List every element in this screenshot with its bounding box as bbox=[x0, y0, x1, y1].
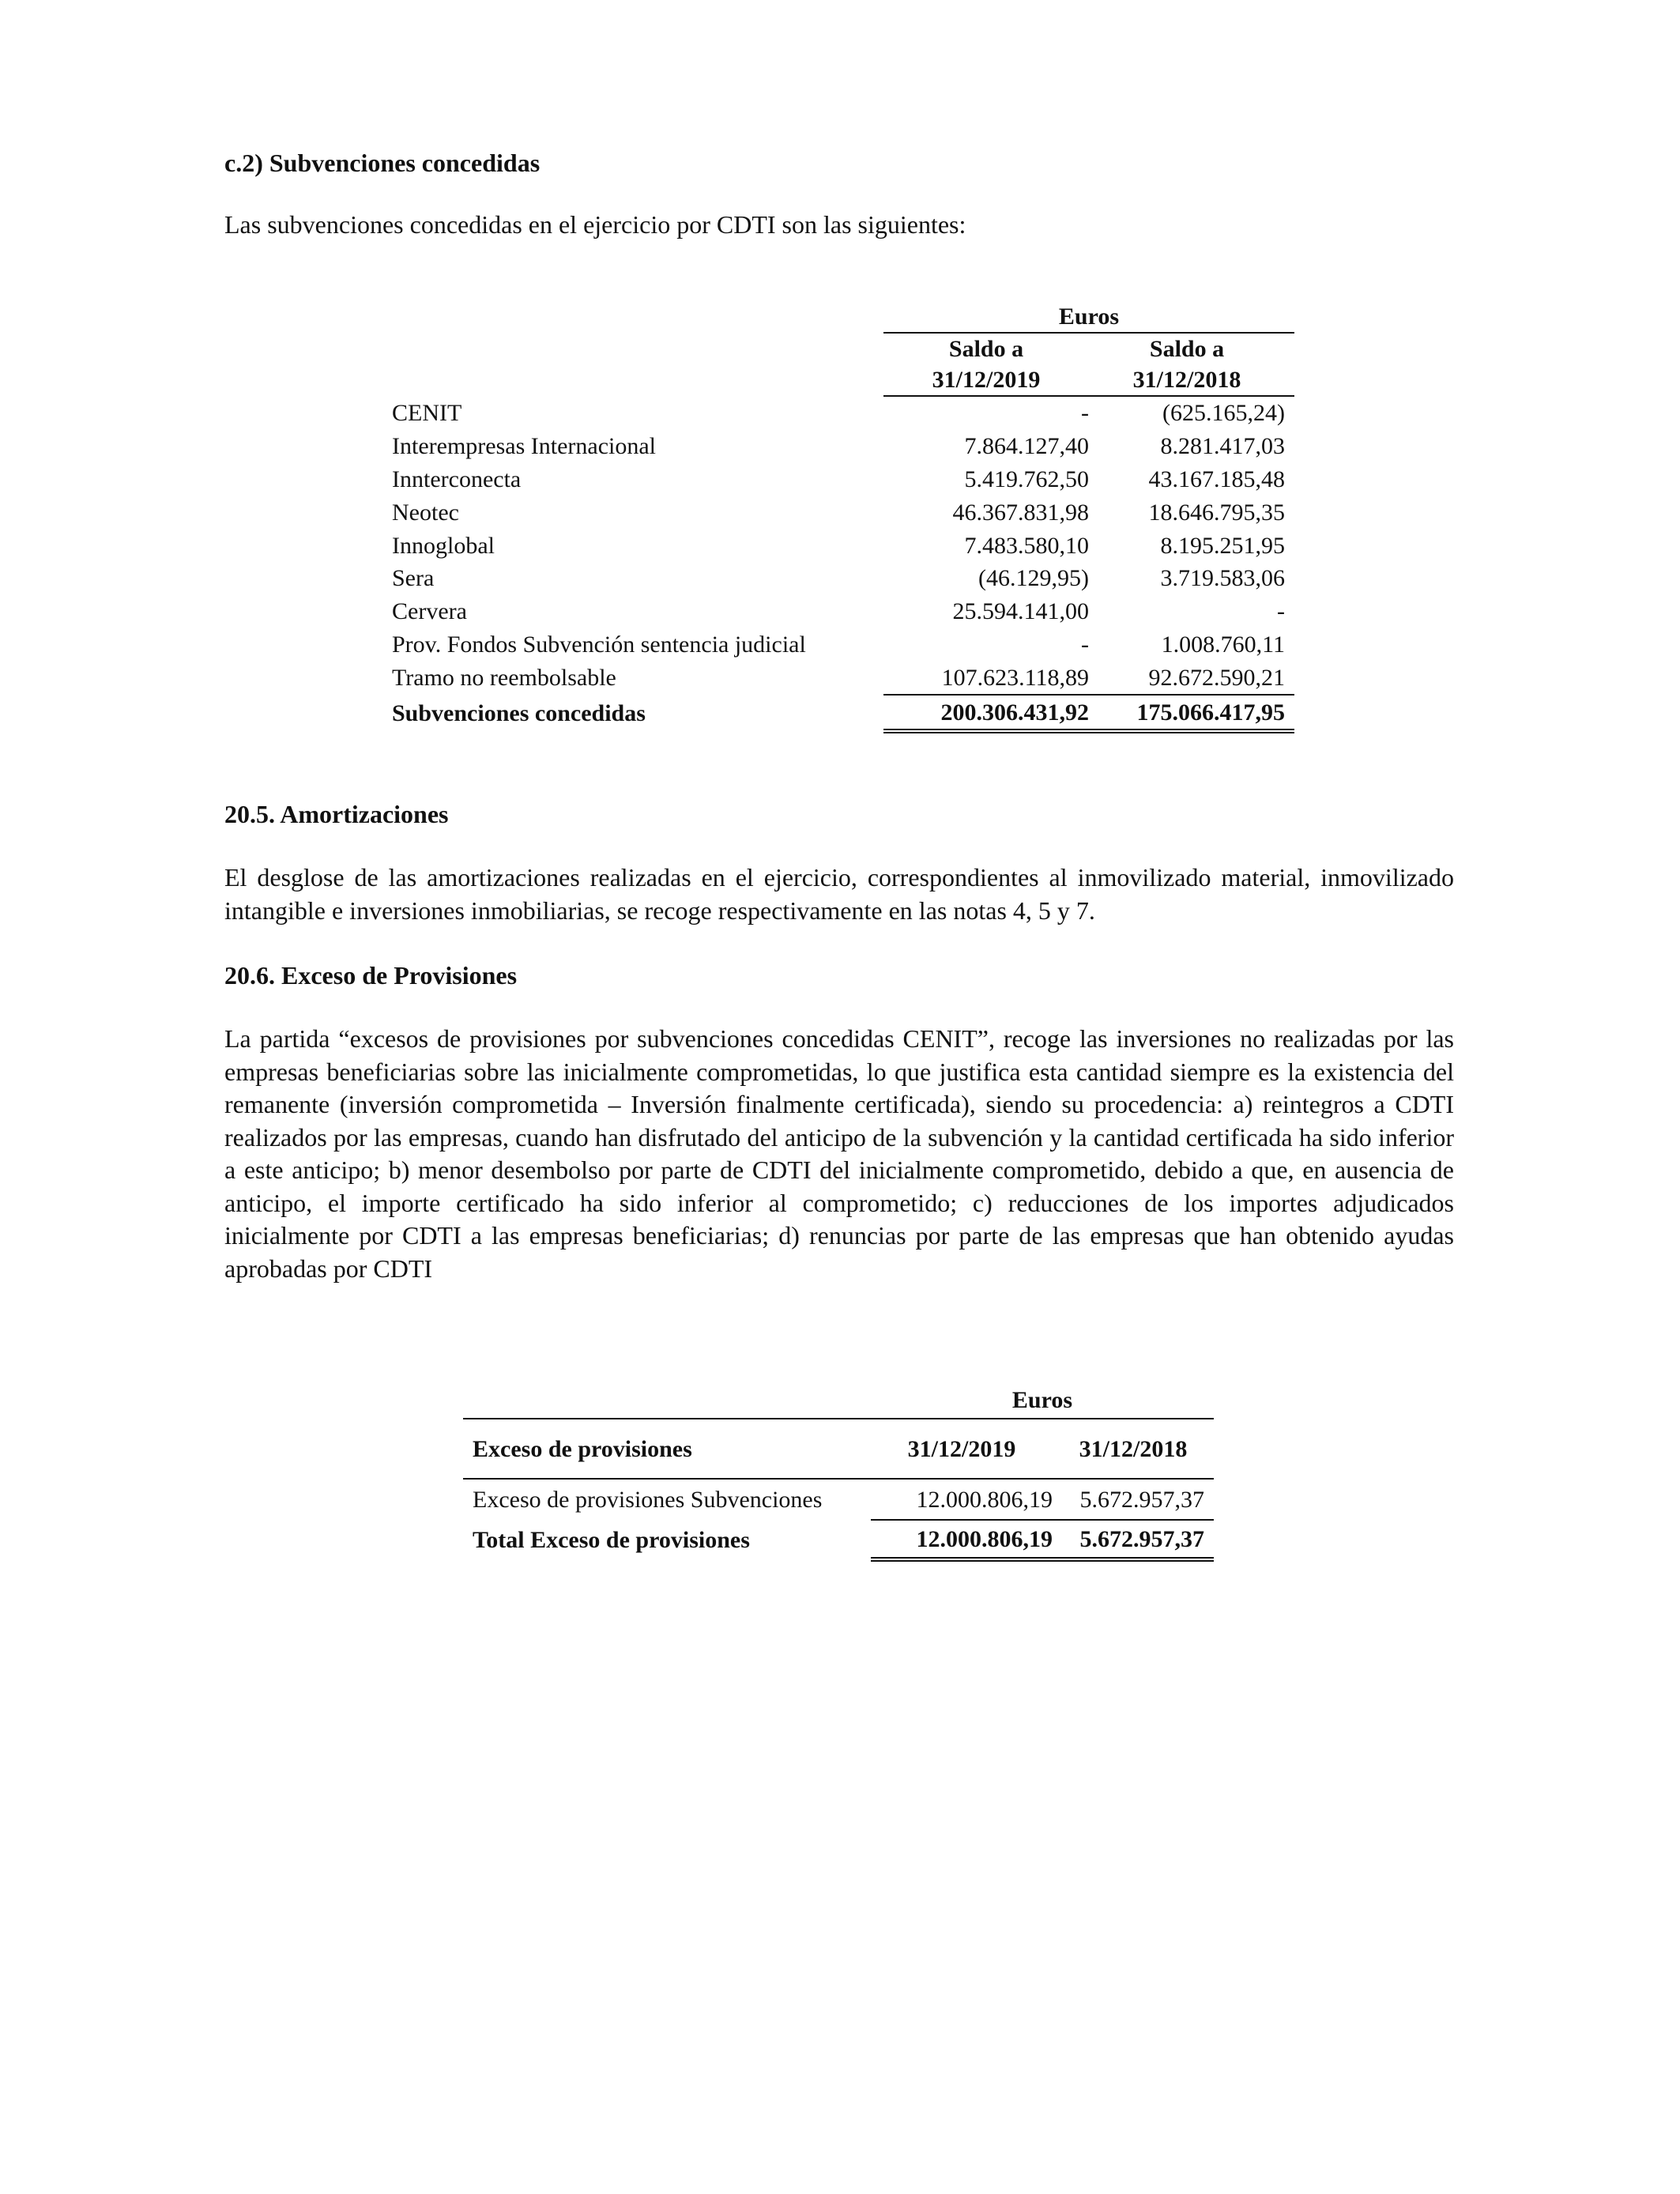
row-value-2018: 8.281.417,03 bbox=[1160, 433, 1285, 460]
subvenciones-table-group-header-row bbox=[392, 300, 1294, 333]
row-label: Sera bbox=[392, 565, 435, 592]
row-label: Innoglobal bbox=[392, 532, 495, 559]
row-value-2019: (46.129,95) bbox=[978, 565, 1089, 592]
row-value-2018: 8.195.251,95 bbox=[1160, 532, 1285, 559]
table-row bbox=[392, 661, 1294, 695]
total-value-2019: 200.306.431,92 bbox=[883, 695, 1089, 731]
row-value-2018: 3.719.583,06 bbox=[1160, 565, 1285, 592]
row-label: Cervera bbox=[392, 598, 467, 625]
total-label: Subvenciones concedidas bbox=[392, 699, 646, 726]
table-row bbox=[463, 1479, 1214, 1520]
row-value-2019: 46.367.831,98 bbox=[952, 499, 1089, 526]
row-value-2019: 7.864.127,40 bbox=[964, 433, 1089, 460]
exceso-table-header-row bbox=[463, 1419, 1214, 1479]
row-label: Innterconecta bbox=[392, 466, 522, 492]
exceso-label-header: Exceso de provisiones bbox=[463, 1419, 871, 1479]
total-value-2018: 175.066.417,95 bbox=[1089, 695, 1294, 731]
table-row bbox=[392, 463, 1294, 496]
row-value-2019: 107.623.118,89 bbox=[883, 661, 1089, 695]
subvenciones-table-header-row-1 bbox=[392, 333, 1294, 364]
table-row bbox=[392, 595, 1294, 628]
section-206-title: 20.6. Exceso de Provisiones bbox=[224, 961, 518, 990]
row-value-2019: 25.594.141,00 bbox=[952, 598, 1089, 625]
table-row bbox=[392, 628, 1294, 662]
table-row bbox=[392, 529, 1294, 562]
row-value-2018: 1.008.760,11 bbox=[1161, 631, 1285, 658]
row-label: Tramo no reembolsable bbox=[392, 665, 616, 692]
subvenciones-total-row bbox=[392, 695, 1294, 731]
col-2018-header-line2: 31/12/2018 bbox=[1089, 364, 1294, 396]
row-value-2019: - bbox=[1081, 631, 1089, 658]
table-row bbox=[392, 496, 1294, 529]
row-value-2019: - bbox=[1081, 400, 1089, 427]
table-row bbox=[392, 396, 1294, 430]
row-label: Prov. Fondos Subvención sentencia judicial bbox=[392, 631, 806, 658]
row-value-2018: - bbox=[1277, 598, 1285, 625]
exceso-table-group-header-row bbox=[463, 1382, 1214, 1419]
subvenciones-euros-header: Euros bbox=[883, 300, 1294, 333]
exceso-euros-header: Euros bbox=[1011, 1386, 1073, 1413]
row-value-2018: (625.165,24) bbox=[1162, 400, 1285, 427]
section-c2-intro: Las subvenciones concedidas en el ejercicio por CDTI son las siguientes: bbox=[224, 210, 966, 239]
section-205-title: 20.5. Amortizaciones bbox=[224, 800, 449, 828]
row-label: CENIT bbox=[392, 399, 462, 426]
col-2019-header-line2: 31/12/2019 bbox=[883, 364, 1089, 396]
exceso-total-row bbox=[463, 1520, 1214, 1559]
table-row bbox=[392, 430, 1294, 463]
section-c2-title: c.2) Subvenciones concedidas bbox=[224, 149, 541, 177]
section-206-text: La partida “excesos de provisiones por subvenciones concedidas CENIT”, recoge las inversiones no realizadas por las empresas beneficiarias sobre las inicialmente comprometidas, lo que justifica esta cantidad siempre es la existencia del remanente (inversión comprometida – Inversión finalmente certificada), siendo su procedencia: a) reintegros a CDTI realizados por las empresas, cuando han disfrutado del anticipo de la subvención y la cantidad certificada ha sido inferior a este anticipo; b) menor desembolso por parte de CDTI del inicialmente comprometido, debido a que, en ausencia de anticipo, el importe certificado ha sido inferior al comprometido; c) reducciones de los importes adjudicados inicialmente por CDTI a las empresas beneficiarias; d) renuncias por parte de las empresas que han obtenido ayudas aprobadas por CDTI bbox=[224, 1024, 1454, 1283]
row-value-2019: 7.483.580,10 bbox=[964, 532, 1089, 559]
col-2019-header-line1: Saldo a bbox=[948, 336, 1024, 362]
section-205-text: El desglose de las amortizaciones realizadas en el ejercicio, correspondientes al inmovilizado material, inmovilizado intangible e inversiones inmobiliarias, se recoge respectivamente en las notas 4, 5 y 7. bbox=[224, 863, 1454, 925]
row-value-2018: 18.646.795,35 bbox=[1148, 499, 1285, 526]
row-value-2019: 5.419.762,50 bbox=[964, 466, 1089, 492]
row-label: Neotec bbox=[392, 499, 459, 526]
row-label: Exceso de provisiones Subvenciones bbox=[473, 1487, 823, 1513]
exceso-col-2019-header: 31/12/2019 bbox=[871, 1419, 1062, 1479]
row-label: Interempresas Internacional bbox=[392, 433, 656, 460]
col-2018-header-line1: Saldo a bbox=[1149, 336, 1225, 362]
table-row bbox=[392, 562, 1294, 595]
exceso-provisiones-table bbox=[463, 1382, 1214, 1562]
row-value-2019: 12.000.806,19 bbox=[871, 1479, 1062, 1520]
total-value-2018: 5.672.957,37 bbox=[1062, 1520, 1214, 1559]
total-label: Total Exceso de provisiones bbox=[473, 1526, 750, 1553]
row-value-2018: 92.672.590,21 bbox=[1089, 661, 1294, 695]
subvenciones-table-header-row-2 bbox=[392, 364, 1294, 396]
subvenciones-table bbox=[392, 300, 1294, 733]
total-value-2019: 12.000.806,19 bbox=[871, 1520, 1062, 1559]
exceso-col-2018-header: 31/12/2018 bbox=[1062, 1419, 1214, 1479]
row-value-2018: 5.672.957,37 bbox=[1062, 1479, 1214, 1520]
row-value-2018: 43.167.185,48 bbox=[1148, 466, 1285, 492]
